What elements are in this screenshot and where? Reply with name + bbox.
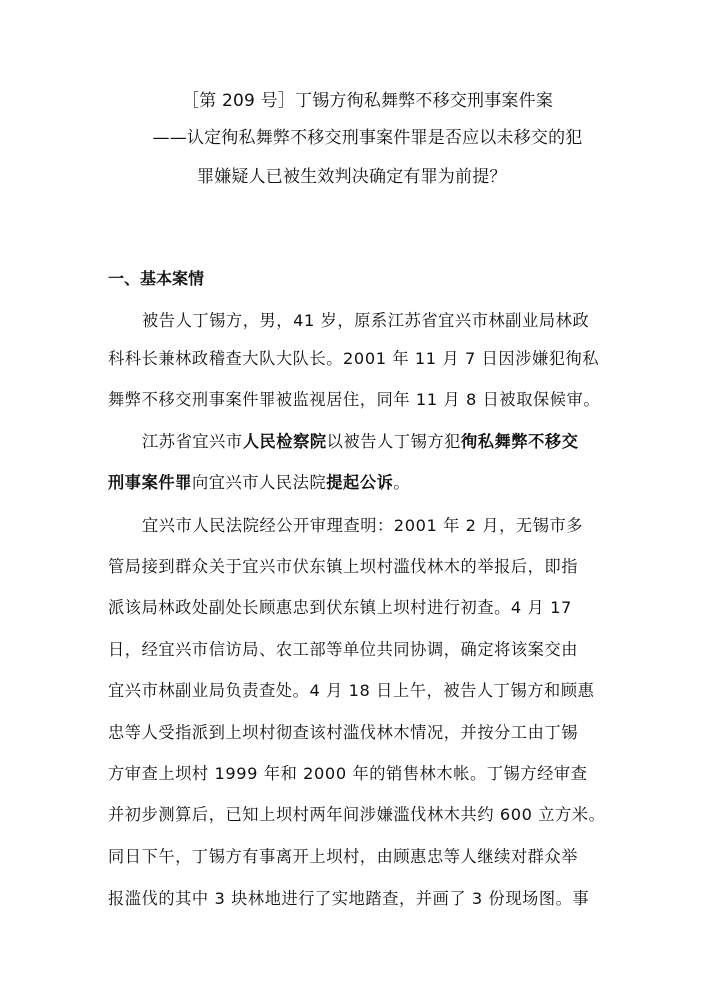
body-line [108,636,601,660]
body-line [108,760,601,784]
body-line [108,345,601,369]
text-run: 同日下午，丁锡方有事离开上坝村，由顾惠忠等人继续对群众举 [108,847,579,866]
text-run: 以被告人丁锡方犯 [326,432,461,451]
body-line [108,553,601,577]
text-run: 宜兴市人民法院经公开审理查明：2001 年 2 月，无锡市多 [142,516,584,535]
text-run: 舞弊不移交刑事案件罪被监视居住，同年 11 月 8 日被取保候审。 [108,390,601,409]
title-line-2: ——认定徇私舞弊不移交刑事案件罪是否应以未移交的犯 [152,128,583,148]
body-line [108,594,601,618]
emphasis-charge-cont: 刑事案件罪 [108,473,192,492]
body-line [108,677,601,701]
text-run: 向宜兴市人民法院 [191,473,327,492]
body-line [108,885,601,909]
text-run: 被告人丁锡方，男，41 岁，原系江苏省宜兴市林副业局林政 [142,311,590,330]
body-line [142,307,601,331]
text-run: 科科长兼林政稽查大队大队长。2001 年 11 月 7 日因涉嫌犯徇私 [108,349,600,368]
text-run: 方审查上坝村 1999 年和 2000 年的销售林木帐。丁锡方经审查 [108,764,588,783]
text-run: 宜兴市林副业局负责查处。4 月 18 日上午，被告人丁锡方和顾惠 [108,681,595,700]
text-run: 并初步测算后，已知上坝村两年间涉嫌滥伐林木共约 600 立方米。 [108,805,606,824]
text-run: 。 [393,473,411,492]
text-run: 忠等人受指派到上坝村彻查该村滥伐林木情况，并按分工由丁锡 [108,723,579,742]
body-line [108,801,606,825]
text-run: 日，经宜兴市信访局、农工部等单位共同协调，确定将该案交由 [108,640,579,659]
body-line [142,512,601,536]
body-line [108,386,601,410]
section-heading: 一、基本案情 [108,269,205,288]
title-line-1: ［第 209 号］丁锡方徇私舞弊不移交刑事案件案 [181,91,554,111]
body-line [108,719,601,743]
emphasis-procuratorate: 人民检察院 [242,432,327,451]
body-line [108,469,601,493]
title-line-3: 罪嫌疑人已被生效判决确定有罪为前提？ [197,167,507,187]
text-run: 江苏省宜兴市 [142,432,243,451]
text-run: 派该局林政处副处长顾惠忠到伏东镇上坝村进行初查。4 月 17 [108,598,572,617]
emphasis-charge: 徇私舞弊不移交 [460,432,579,451]
text-run: 管局接到群众关于宜兴市伏东镇上坝村滥伐林木的举报后，即指 [108,557,579,576]
body-line [142,428,601,452]
body-line [108,843,601,867]
text-run: 报滥伐的其中 3 块林地进行了实地踏查，并画了 3 份现场图。事 [108,889,590,908]
emphasis-prosecution: 提起公诉 [326,473,394,492]
